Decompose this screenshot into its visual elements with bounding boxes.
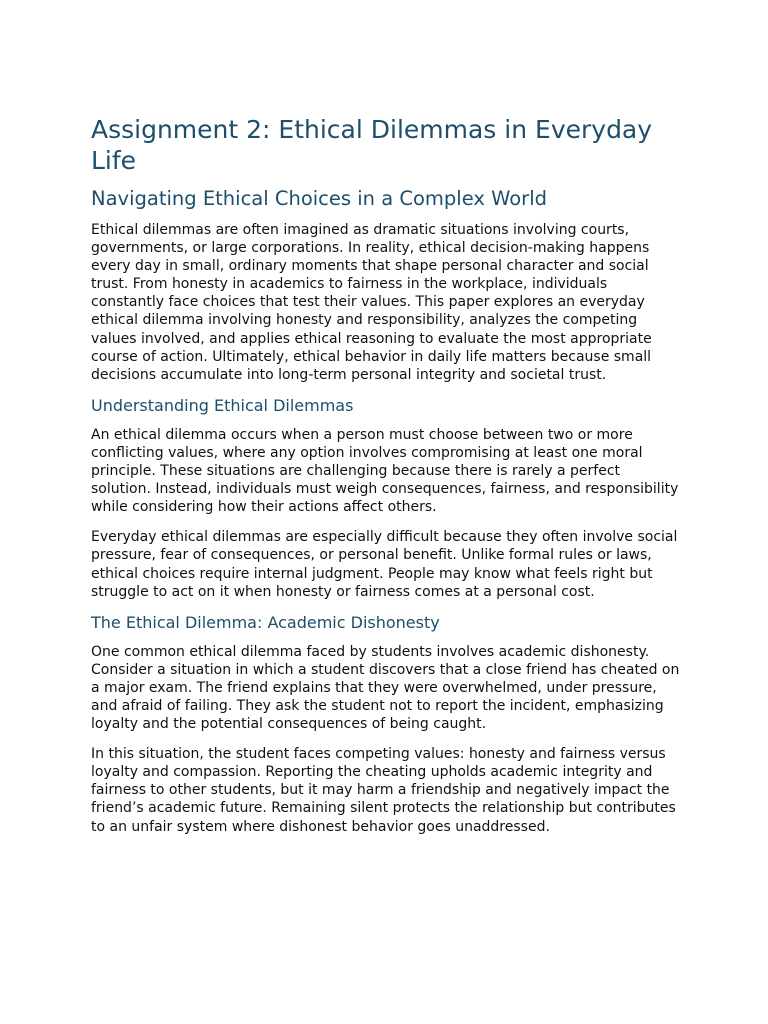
section-heading-academic-dishonesty: The Ethical Dilemma: Academic Dishonesty	[91, 612, 440, 632]
section-paragraph: An ethical dilemma occurs when a person must choose between two or more conflicting values, where any option involves compromising at least one moral principle. These situations are challenging because there is rarely a perfect solution. Instead, individuals must weigh consequences, fairness, and responsibility while considering how their actions affect others.	[91, 426, 679, 516]
section-paragraph: Everyday ethical dilemmas are especially difficult because they often involve social pressure, fear of consequences, or personal benefit. Unlike formal rules or laws, ethical choices require internal judgment. People may know what feels right but struggle to act on it when honesty or fairness comes at a personal cost.	[91, 529, 678, 600]
intro-paragraph: Ethical dilemmas are often imagined as dramatic situations involving courts, governments, or large corporations. In reality, ethical decision-making happens every day in small, ordinary moments that shape personal character and social trust. From honesty in academics to fairness in the workplace, individuals constantly face choices that test their values. This paper explores an everyday ethical dilemma involving honesty and responsibility, analyzes the competing values involved, and applies ethical reasoning to evaluate the most appropriate course of action. Ultimately, ethical behavior in daily life matters because small decisions accumulate into long-term personal integrity and societal trust.	[91, 222, 652, 383]
section-heading-understanding: Understanding Ethical Dilemmas	[91, 395, 354, 415]
document-title: Assignment 2: Ethical Dilemmas in Everyday Life	[91, 115, 653, 175]
document-subtitle: Navigating Ethical Choices in a Complex World	[91, 187, 547, 210]
section-paragraph: One common ethical dilemma faced by students involves academic dishonesty. Consider a situation in which a student discovers that a close friend has cheated on a major exam. The friend explains that they were overwhelmed, under pressure, and afraid of failing. They ask the student not to report the incident, emphasizing loyalty and the potential consequences of being caught.	[91, 643, 680, 733]
section-paragraph: In this situation, the student faces competing values: honesty and fairness versus loyalty and compassion. Reporting the cheating upholds academic integrity and fairness to other students, but it may harm a friendship and negatively impact the friend’s academic future. Remaining silent protects the relationship but contributes to an unfair system where dishonest behavior goes unaddressed.	[91, 746, 676, 835]
document-page	[91, 114, 683, 836]
